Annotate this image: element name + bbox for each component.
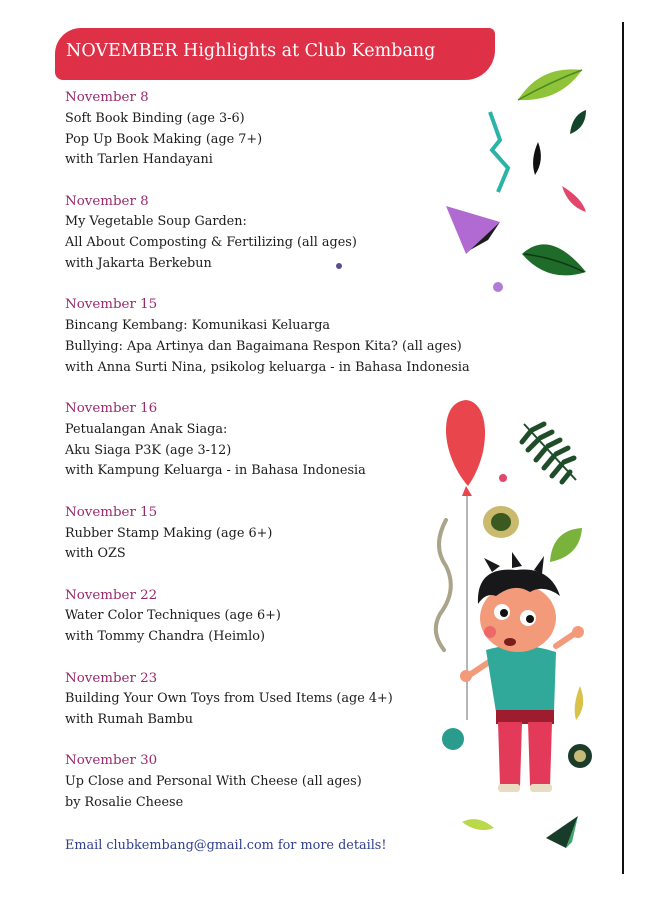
event-detail-line: Bullying: Apa Artinya dan Bagaimana Respon Kita? (all ages) (65, 338, 462, 354)
boy-illustration (460, 552, 584, 792)
event-detail-line: Aku Siaga P3K (age 3-12) (65, 442, 232, 458)
event-detail-line: Petualangan Anak Siaga: (65, 421, 228, 437)
event-detail-line: with Tarlen Handayani (65, 152, 213, 168)
lime-leaf-small-icon (462, 819, 494, 830)
event-date: November 15 (65, 504, 158, 520)
lime-leaf-icon (550, 528, 582, 562)
ring-icon (568, 744, 592, 768)
big-leaf-icon (522, 244, 586, 275)
dot-icon (499, 474, 507, 482)
event-date: November 30 (65, 753, 158, 769)
dark-leaf-icon (570, 110, 586, 134)
event-date: November 8 (65, 193, 149, 209)
event-detail-line: All About Composting & Fertilizing (all ages) (65, 235, 357, 251)
event-detail-line: My Vegetable Soup Garden: (65, 214, 247, 230)
pink-drop-icon (562, 186, 586, 212)
dot-icon (493, 282, 503, 292)
teal-circle-icon (442, 728, 464, 750)
wavy-line-icon (436, 520, 451, 650)
contact-footer: Email clubkembang@gmail.com for more details! (65, 838, 387, 853)
event-detail-line: Water Color Techniques (age 6+) (65, 608, 281, 624)
zigzag-icon (490, 112, 508, 192)
event-detail-line: with Tommy Chandra (Heimlo) (65, 629, 265, 645)
event-detail-line: Pop Up Book Making (age 7+) (65, 131, 263, 147)
event-detail-line: with Rumah Bambu (65, 712, 194, 728)
page-title: NOVEMBER Highlights at Club Kembang (66, 41, 436, 61)
event-detail-line: with Anna Surti Nina, psikolog keluarga - in Bahasa Indonesia (65, 359, 470, 375)
fern-leaf-icon (522, 424, 576, 482)
black-drop-icon (533, 142, 541, 175)
event-detail-line: Rubber Stamp Making (age 6+) (65, 525, 273, 541)
event-date: November 16 (65, 401, 158, 417)
event-date: November 23 (65, 670, 158, 686)
event-detail-line: Bincang Kembang: Komunikasi Keluarga (65, 318, 331, 334)
event-date: November 22 (65, 587, 158, 603)
leaf-icon (518, 69, 582, 100)
event-detail-line: with Kampung Keluarga - in Bahasa Indonesia (65, 463, 366, 479)
event-date: November 15 (65, 297, 158, 313)
event-detail-line: with Jakarta Berkebun (65, 256, 212, 272)
dot-icon (336, 263, 342, 269)
event-detail-line: by Rosalie Cheese (65, 795, 184, 811)
event-detail-line: Building Your Own Toys from Used Items (age 4+) (65, 691, 393, 707)
event-detail-line: Up Close and Personal With Cheese (all ages) (65, 774, 362, 790)
olive-circle-icon (483, 506, 519, 538)
event-detail-line: with OZS (65, 546, 126, 562)
yellow-drop-icon (575, 686, 584, 720)
event-date: November 8 (65, 90, 149, 105)
triangle-icon (446, 206, 500, 254)
dark-triangle-icon (546, 816, 578, 848)
event-detail-line: Soft Book Binding (age 3-6) (65, 110, 245, 126)
